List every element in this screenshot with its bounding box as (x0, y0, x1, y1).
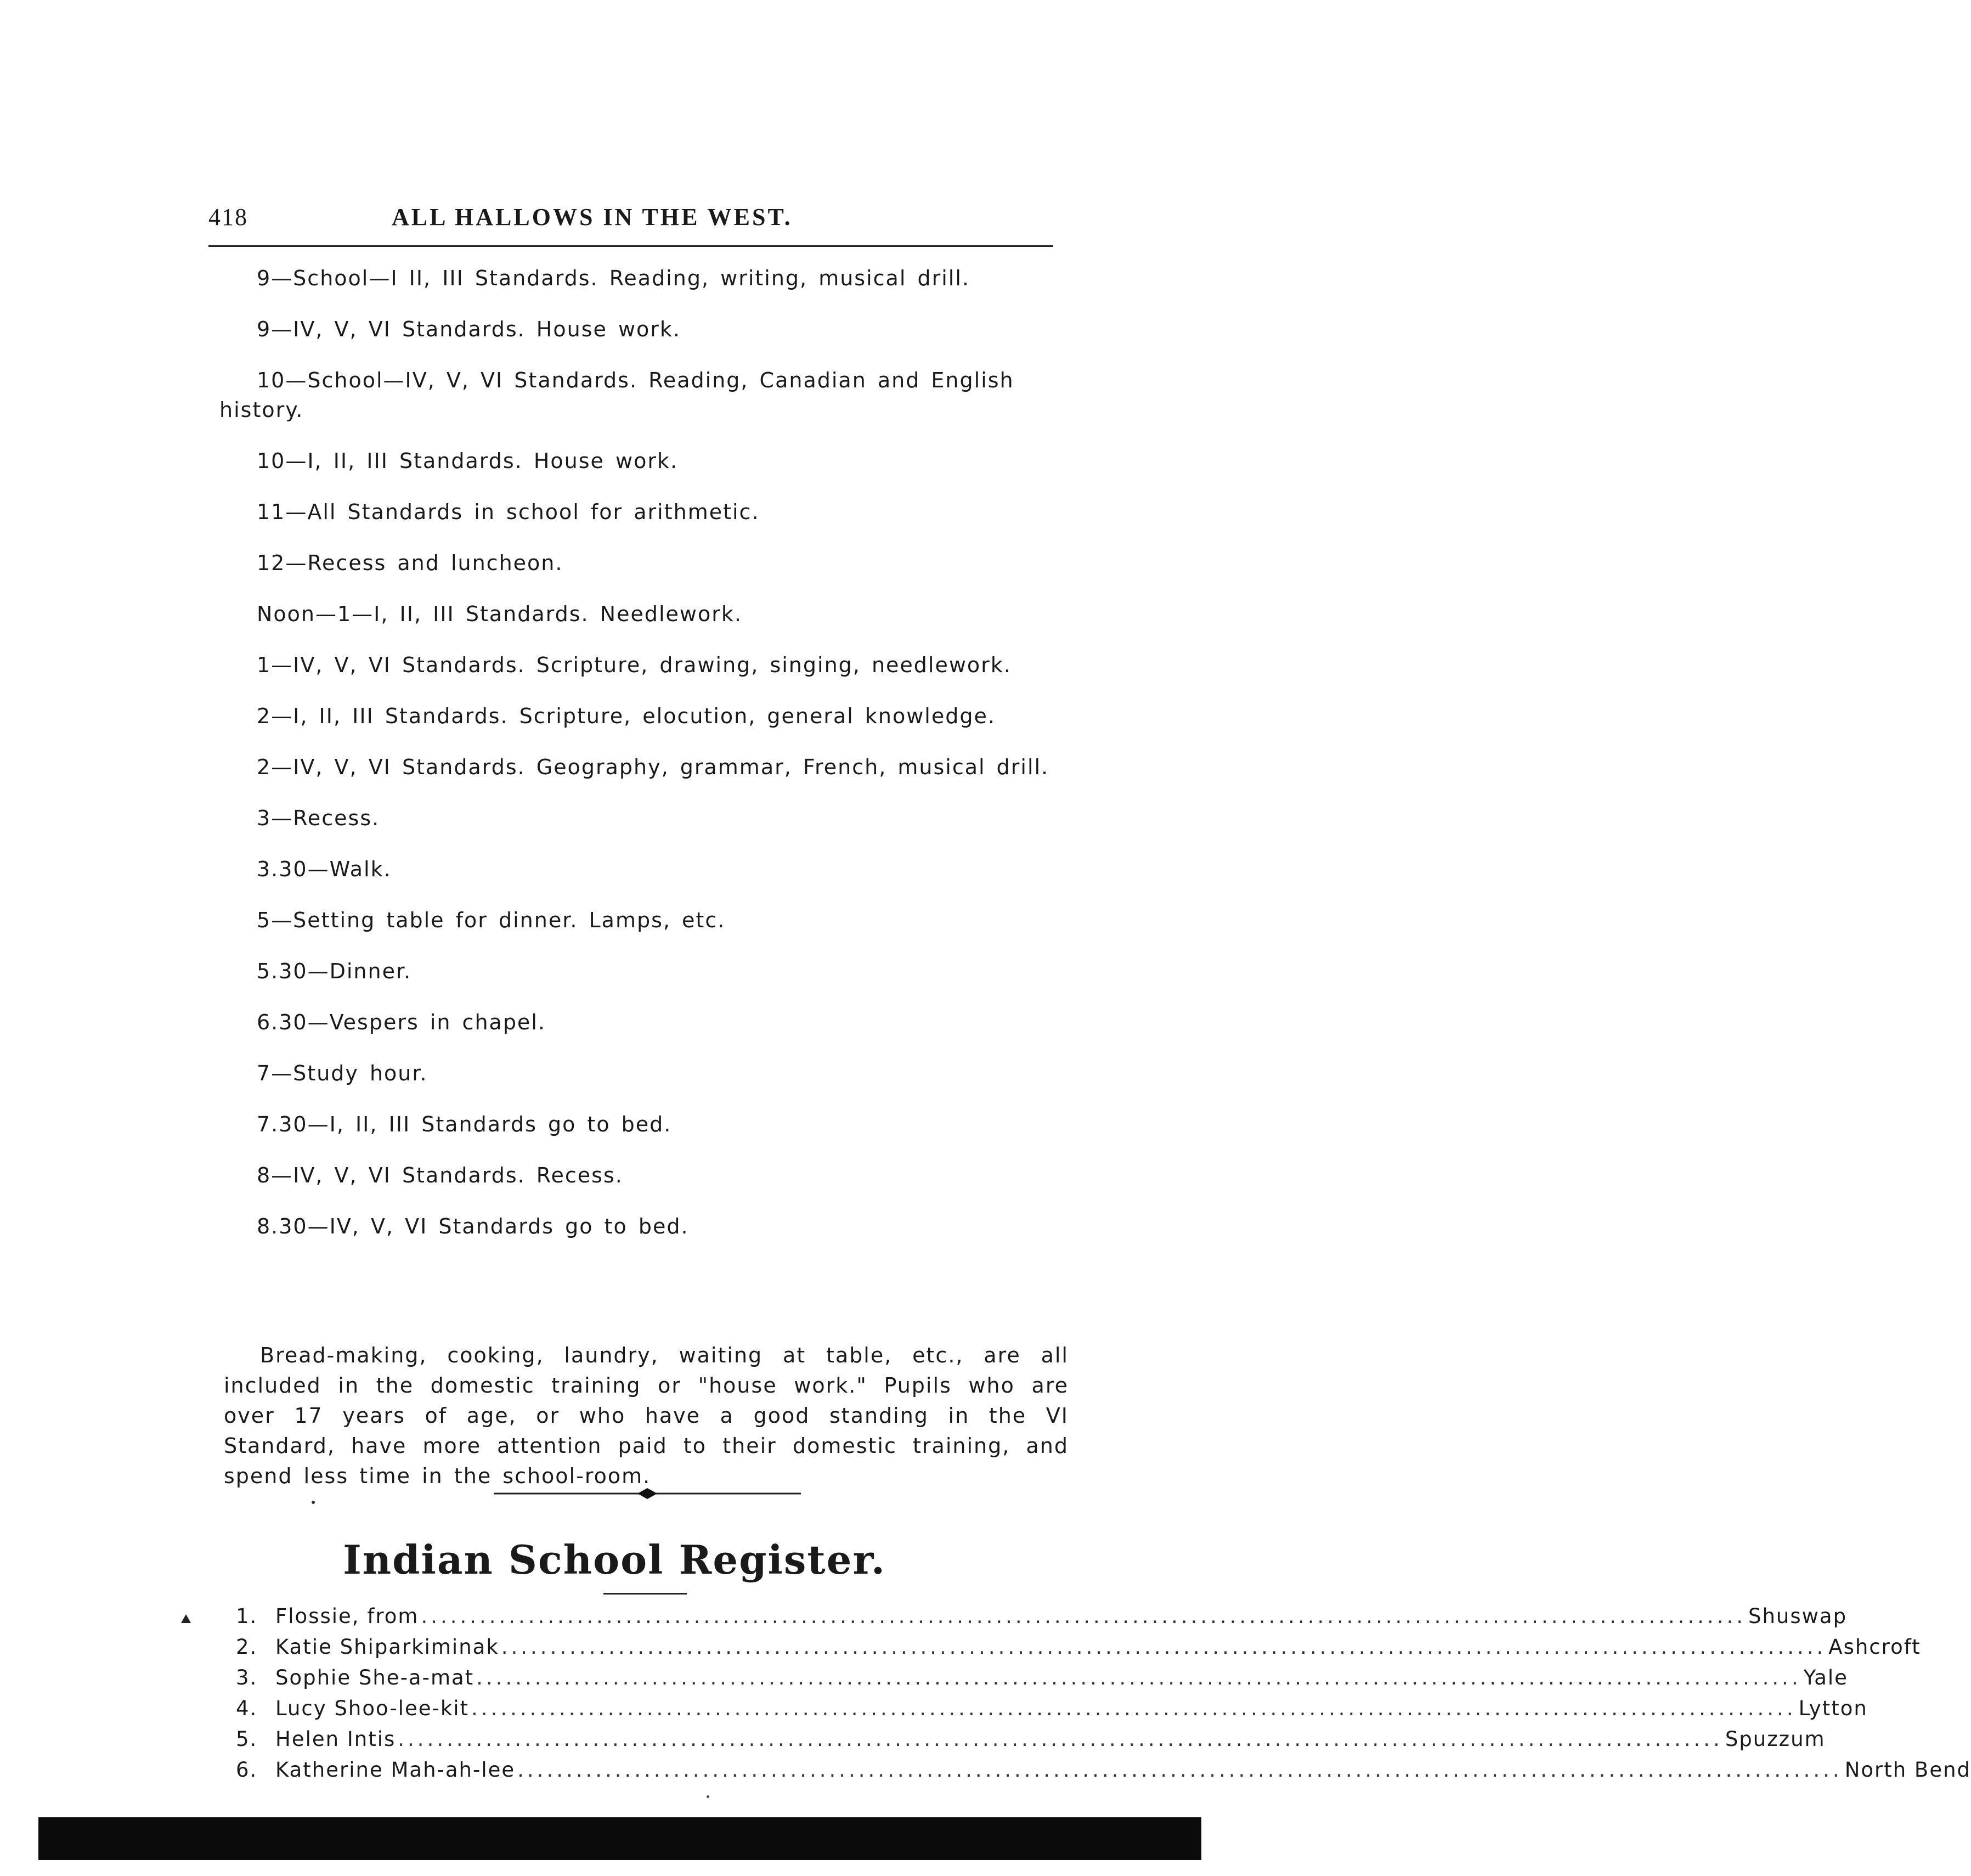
schedule-entry: 9—IV, V, VI Standards. House work. (257, 317, 681, 341)
pupil-place: Ashcroft (1828, 1635, 1921, 1659)
pupil-name: Lucy Shoo-lee-kit (275, 1697, 470, 1720)
schedule-entry: 2—I, II, III Standards. Scripture, elocution, general knowledge. (257, 704, 996, 728)
dot-leader: ........................................................................................................................................ (471, 1697, 1797, 1720)
schedule-entry: 7.30—I, II, III Standards go to bed. (257, 1112, 672, 1136)
register-row (236, 1693, 1868, 1724)
page-number: 418 (208, 204, 248, 230)
schedule-entry: 10—I, II, III Standards. House work. (257, 449, 679, 473)
ink-speck (312, 1501, 315, 1504)
dot-leader: ........................................................................................................................................ (501, 1635, 1827, 1659)
pupil-place: North Bend (1844, 1758, 1971, 1782)
register-row (236, 1755, 1971, 1785)
pupil-name: Sophie She-a-mat (275, 1666, 475, 1689)
schedule-entry: 7—Study hour. (257, 1061, 428, 1085)
register-number: 5. (236, 1727, 258, 1751)
dot-leader: ........................................................................................................................................ (476, 1666, 1801, 1689)
register-number: 6. (236, 1758, 258, 1782)
register-number: 1. (236, 1604, 258, 1628)
dot-leader: ........................................................................................................................................ (517, 1758, 1843, 1782)
schedule-entry: 3—Recess. (257, 806, 380, 830)
pupil-place: Lytton (1798, 1697, 1868, 1720)
domestic-training-paragraph: Bread-making, cooking, laundry, waiting at table, etc., are all included in the domestic training or "house work." Pupils who are over 17 years of age, or who have a good standing in the VI Standard, have more attention paid to their domestic training, and spend less time in the school-room. (224, 1343, 1069, 1488)
pupil-place: Spuzzum (1725, 1727, 1826, 1751)
schedule-entry: 5.30—Dinner. (257, 959, 412, 983)
schedule-entry: 8—IV, V, VI Standards. Recess. (257, 1163, 623, 1187)
schedule-entry: 9—School—I II, III Standards. Reading, writing, musical drill. (257, 266, 970, 290)
schedule-entry: 11—All Standards in school for arithmetic. (257, 500, 760, 524)
pupil-place: Shuswap (1748, 1604, 1848, 1628)
schedule-entry: 2—IV, V, VI Standards. Geography, grammar, French, musical drill. (257, 755, 1049, 779)
ink-speck (707, 1795, 709, 1798)
schedule-entry: 5—Setting table for dinner. Lamps, etc. (257, 908, 726, 932)
pupil-place: Yale (1803, 1666, 1848, 1689)
schedule-entry: 8.30—IV, V, VI Standards go to bed. (257, 1214, 689, 1238)
margin-mark-icon (181, 1614, 191, 1623)
running-title: ALL HALLOWS IN THE WEST. (392, 204, 793, 230)
schedule-entry: Noon—1—I, II, III Standards. Needlework. (257, 602, 742, 626)
register-number: 2. (236, 1635, 258, 1659)
dot-leader: ........................................................................................................................................ (398, 1727, 1723, 1751)
heading-rule (603, 1593, 687, 1595)
header-rule (208, 245, 1053, 247)
section-heading: Indian School Register. (343, 1536, 886, 1583)
schedule-entry: 3.30—Walk. (257, 857, 392, 881)
dot-leader: ........................................................................................................................................ (421, 1604, 1746, 1628)
pupil-name: Helen Intis (275, 1727, 396, 1751)
pupil-name: Katherine Mah-ah-lee (275, 1758, 516, 1782)
register-row (236, 1724, 1826, 1755)
pupil-name: Flossie, from (275, 1604, 419, 1628)
pupil-name: Katie Shiparkiminak (275, 1635, 499, 1659)
page-header (208, 203, 1053, 241)
schedule-entry: 12—Recess and luncheon. (257, 551, 563, 575)
scan-edge-bar (38, 1817, 1201, 1860)
schedule-entry: 10—School—IV, V, VI Standards. Reading, Canadian and English history. (219, 368, 1014, 422)
register-row (236, 1601, 1848, 1632)
register-number: 3. (236, 1666, 258, 1689)
schedule-entry: 6.30—Vespers in chapel. (257, 1010, 546, 1034)
schedule-entry: 1—IV, V, VI Standards. Scripture, drawing, singing, needlework. (257, 653, 1012, 677)
daily-schedule (219, 263, 1053, 1263)
register-row (236, 1663, 1848, 1693)
register-row (236, 1632, 1921, 1663)
section-divider-ornament (494, 1488, 801, 1499)
register-number: 4. (236, 1697, 258, 1720)
indian-school-register (236, 1601, 1971, 1785)
